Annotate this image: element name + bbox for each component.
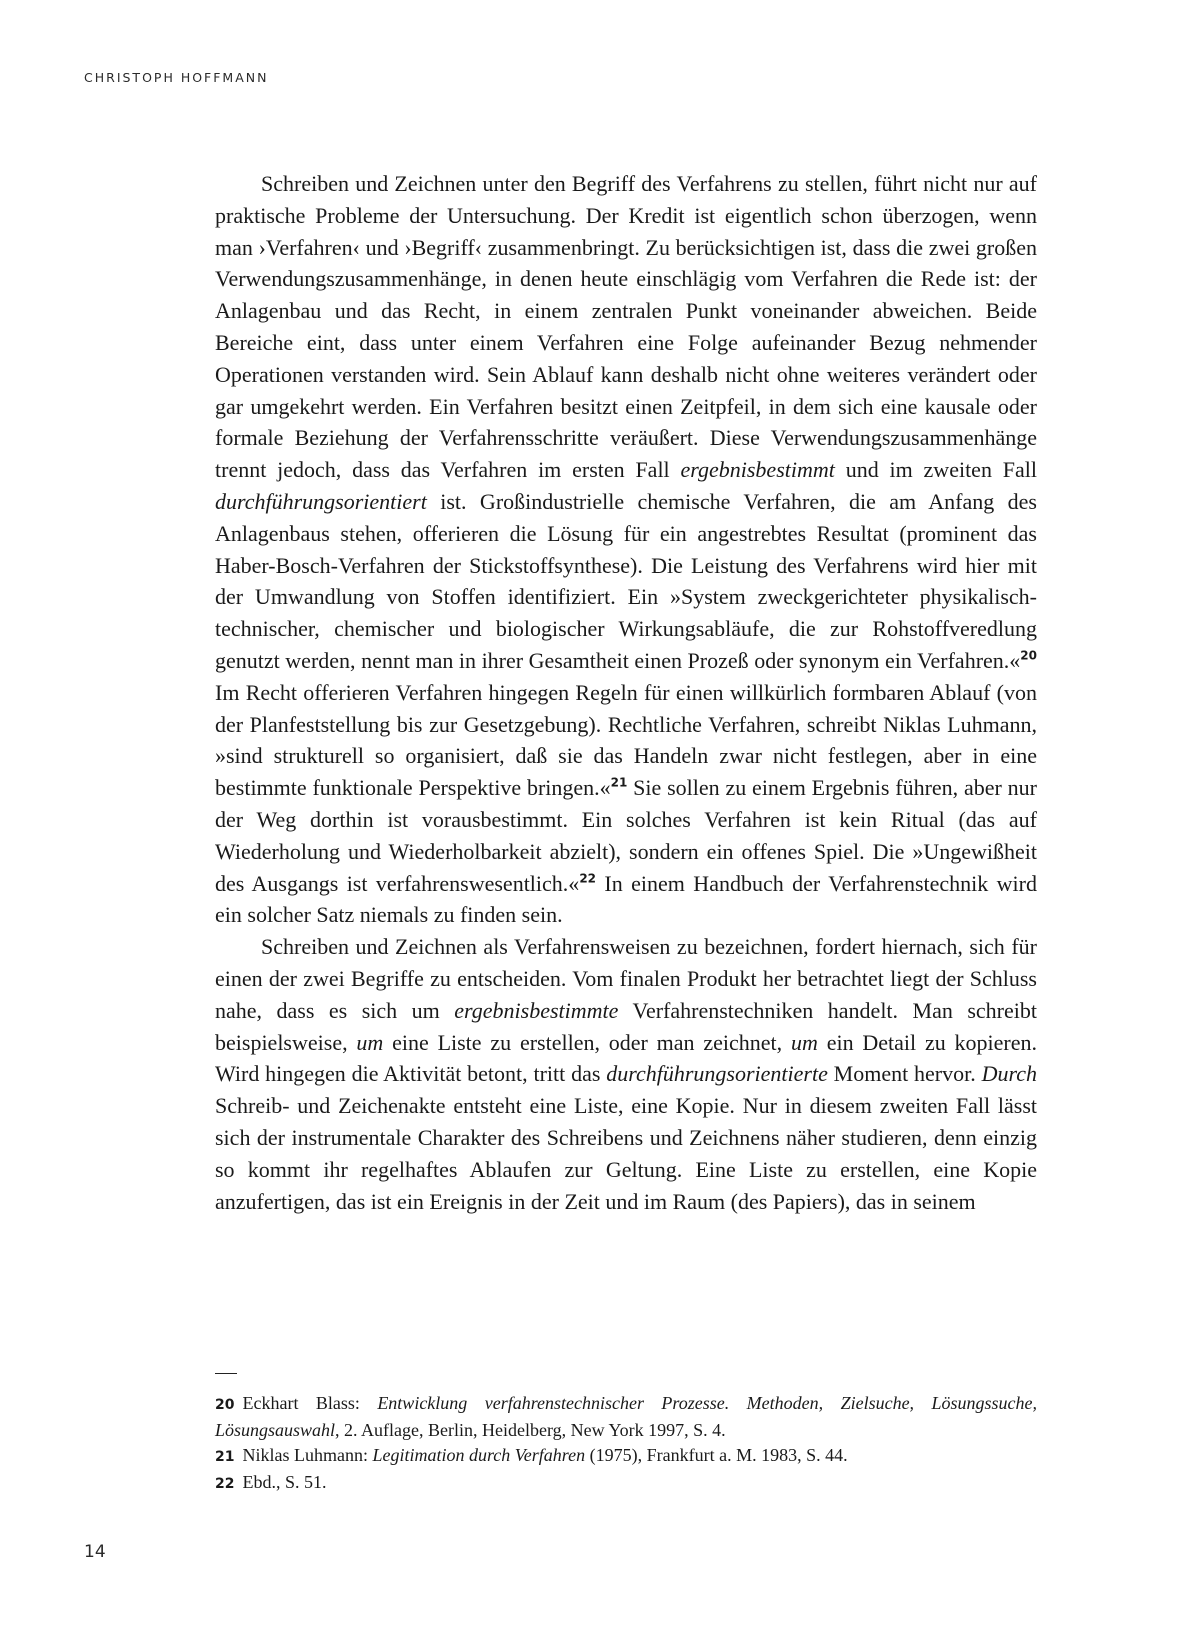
footnotes	[215, 1391, 1037, 1497]
paragraph-1	[215, 168, 1037, 931]
text-run: Moment hervor.	[827, 1061, 982, 1087]
footnote-number: 22	[215, 1476, 235, 1492]
footnote-text: Ebd., S. 51.	[242, 1472, 327, 1492]
footnote-text: Eckhart Blass:	[242, 1393, 378, 1413]
text-run: In einem Handbuch der Verfahrenstechnik wird ein solcher Satz niemals zu finden sein.	[215, 870, 1037, 928]
text-run: Verfahrenstechniken handelt. Man schreibt beispielsweise,	[215, 997, 1037, 1055]
emphasis: um	[356, 1029, 384, 1055]
emphasis: durchführungsorientiert	[215, 488, 427, 514]
footnote-text: , 2. Auflage, Berlin, Heidelberg, New York 1997, S. 4.	[335, 1420, 726, 1440]
running-head: CHRISTOPH HOFFMANN	[84, 70, 269, 85]
paragraph-2	[215, 931, 1037, 1217]
emphasis: Durch	[981, 1061, 1037, 1087]
body-text	[215, 168, 1037, 1217]
footnote-text: (1975), Frankfurt a. M. 1983, S. 44.	[585, 1445, 848, 1465]
footnote-marker-20[interactable]: 20	[1020, 648, 1037, 663]
text-run: Schreib- und Zeichenakte entsteht eine Liste, eine Kopie. Nur in diesem zweiten Fall lässt sich der instrumentale Charakter des Schreibens und Zeichnens näher studieren, denn einzig so kommt ihr regelhaftes Ablaufen zur Geltung. Eine Liste zu erstellen, eine Kopie anzufertigen, das ist ein Ereignis in der Zeit und im Raum (des Papiers), das in seinem	[215, 1093, 1037, 1214]
emphasis: ergebnisbestimmt	[680, 457, 835, 483]
footnote-number: 20	[215, 1397, 235, 1413]
text-run: ist. Großindustrielle chemische Verfahren, die am Anfang des Anlagenbaus stehen, offerieren die Lösung für ein angestrebtes Resultat (prominent das Haber-Bosch-Verfahren der Stickstoffsynthese). Die Leistung des Verfahrens wird hier mit der Umwandlung von Stoffen identifiziert. Ein »System zweckgerichteter physikalisch-technischer, chemischer und biologischer Wirkungsabläufe, die zur Rohstoffveredlung genutzt werden, nennt man in ihrer Gesamtheit einen Prozeß oder synonym ein Verfahren.«	[215, 488, 1037, 673]
text-run: eine Liste zu erstellen, oder man zeichnet,	[383, 1029, 791, 1055]
text-run: Schreiben und Zeichnen unter den Begriff des Verfahrens zu stellen, führt nicht nur auf praktische Probleme der Untersuchung. Der Kredit ist eigentlich schon überzogen, wenn man ›Verfahren‹ und ›Begriff‹ zusammenbringt. Zu berücksichtigen ist, dass die zwei großen Verwendungszusammenhänge, in denen heute einschlägig vom Verfahren die Rede ist: der Anlagenbau und das Recht, in einem zentralen Punkt voneinander abweichen. Beide Bereiche eint, dass unter einem Verfahren eine Folge aufeinander Bezug nehmender Operationen verstanden wird. Sein Ablauf kann deshalb nicht ohne weiteres verändert oder gar umgekehrt werden. Ein Verfahren besitzt einen Zeitpfeil, in dem sich eine kausale oder formale Beziehung der Verfahrensschritte veräußert. Diese Verwendungszusammenhänge trennt jedoch, dass das Verfahren im ersten Fall	[215, 171, 1037, 483]
emphasis: um	[790, 1029, 818, 1055]
text-run: ein Detail zu kopieren. Wird hingegen die Aktivität betont, tritt das	[215, 1029, 1037, 1087]
page-number: 14	[84, 1542, 106, 1562]
footnote-21	[215, 1443, 1037, 1470]
text-run: und im zweiten Fall	[834, 457, 1037, 483]
text-run: Im Recht offerieren Verfahren hingegen Regeln für einen willkürlich formbaren Ablauf (von der Planfeststellung bis zur Gesetzgebung). Rechtliche Verfahren, schreibt Niklas Luhmann, »sind strukturell so organisiert, daß sie das Handeln zwar nicht festlegen, aber in eine bestimmte funktionale Perspektive bringen.«	[215, 679, 1037, 801]
footnote-title: Legitimation durch Verfahren	[372, 1445, 586, 1465]
footnote-text: Niklas Luhmann:	[242, 1445, 373, 1465]
emphasis: ergebnisbestimmte	[454, 997, 619, 1023]
text-run: Schreiben und Zeichnen als Verfahrensweisen zu bezeichnen, fordert hiernach, sich für einen der zwei Begriffe zu entscheiden. Vom finalen Produkt her betrachtet liegt der Schluss nahe, dass es sich um	[215, 934, 1037, 1023]
footnote-marker-21[interactable]: 21	[610, 775, 628, 790]
text-run: Sie sollen zu einem Ergebnis führen, aber nur der Weg dorthin ist vorausbestimmt. Ein solches Verfahren ist kein Ritual (das auf Wiederholung und Wiederholbarkeit abzielt), sondern ein offenes Spiel. Die »Ungewißheit des Ausgangs ist verfahrenswesentlich.«	[215, 775, 1037, 896]
footnote-22	[215, 1470, 1037, 1497]
emphasis: durchführungsorientierte	[606, 1061, 828, 1087]
footnote-number: 21	[215, 1449, 235, 1465]
footnote-title: Entwicklung verfahrenstechnischer Prozesse. Methoden, Zielsuche, Lösungssuche, Lösungsauswahl	[215, 1393, 1037, 1440]
footnote-separator	[215, 1373, 237, 1374]
footnote-20	[215, 1391, 1037, 1443]
footnote-marker-22[interactable]: 22	[579, 871, 597, 886]
